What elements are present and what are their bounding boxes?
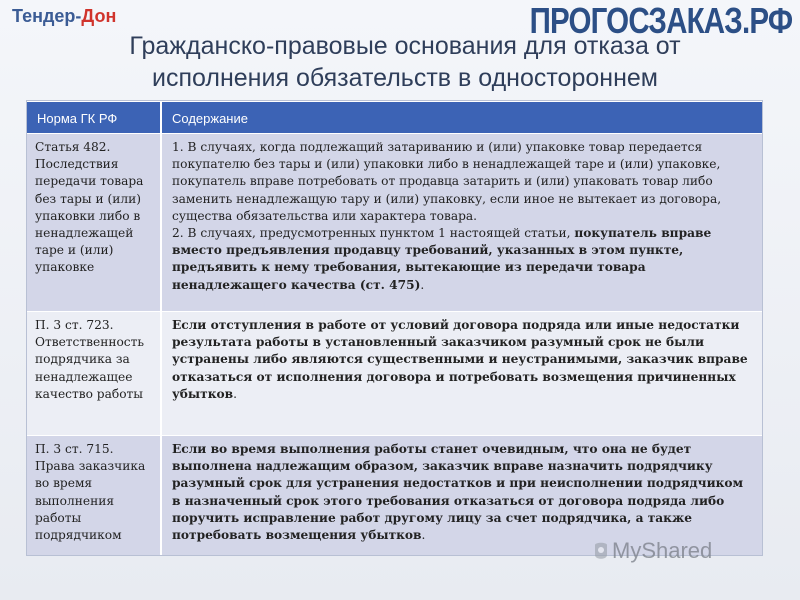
content-paragraph-1: 1. В случаях, когда подлежащий затариванию и (или) упаковке товар передается покупателю без тары и (или) упаковки либо в ненадлежащей таре и (или) упаковке, покупатель вправе потребовать от продавца затарить и (или) упаковать товар либо заменить ненадлежащую тару и (или) упаковку, если иное не вытекает из договора, существа обязательства или характера товара. <box>172 140 722 223</box>
brand-left-part1: Тендер- <box>12 6 82 26</box>
watermark-text: MyShared <box>612 538 713 563</box>
content-end: . <box>421 528 426 543</box>
content-plain: 2. В случаях, предусмотренных пунктом 1 настоящей статьи, <box>172 226 575 241</box>
table-row <box>27 133 762 311</box>
norm-cell: Статья 482. Последствия передачи товара без тары и (или) упаковки либо в ненадлежащей таре и (или) упаковке <box>27 134 162 311</box>
table-row <box>27 311 762 435</box>
watermark-logo-icon <box>593 541 609 561</box>
col-header-norm: Норма ГК РФ <box>27 102 162 133</box>
norm-cell: П. 3 ст. 715. Права заказчика во время выполнения работы подрядчиком <box>27 436 162 555</box>
content-paragraph-2 <box>172 225 752 294</box>
content-cell <box>162 312 762 435</box>
content-bold: Если отступления в работе от условий договора подряда или иные недостатки результата работы в установленный заказчиком разумный срок не были устранены либо являются существенными и неустранимыми, заказчик вправе отказаться от исполнения договора и потребовать возмещения причиненных убытков <box>172 318 748 401</box>
brand-left-part2: Дон <box>81 6 117 26</box>
norm-cell: П. 3 ст. 723. Ответственность подрядчика за ненадлежащее качество работы <box>27 312 162 435</box>
norms-table <box>26 100 763 556</box>
content-cell <box>162 134 762 311</box>
title-line-1: Гражданско-правовые основания для отказа от <box>129 32 681 60</box>
brand-progoszakaz: ПРОГОСЗАКАЗ.РФ <box>529 0 792 41</box>
content-bold: Если во время выполнения работы станет очевидным, что она не будет выполнена надлежащим образом, заказчик вправе назначить подрядчику разумный срок для устранения недостатков и при неисполнении подрядчиком в назначенный срок этого требования отказаться от договора подряда либо поручить исправление работ другому лицу за счет подрядчика, а также потребовать возмещения убытков <box>172 442 744 543</box>
table-header-row <box>27 101 762 133</box>
title-line-2: исполнения обязательств в одностороннем <box>152 64 658 92</box>
content-bold: покупатель вправе вместо предъявления продавцу требований, указанных в этом пункте, предъявить к нему требования, вытекающие из передачи товара ненадлежащего качества (ст. 475) <box>172 226 712 292</box>
content-end: . <box>233 386 237 401</box>
slide-title <box>60 30 750 94</box>
brand-tender-don <box>12 6 116 27</box>
col-header-content: Содержание <box>172 111 248 126</box>
table-row <box>27 435 762 555</box>
content-end: . <box>420 277 425 292</box>
